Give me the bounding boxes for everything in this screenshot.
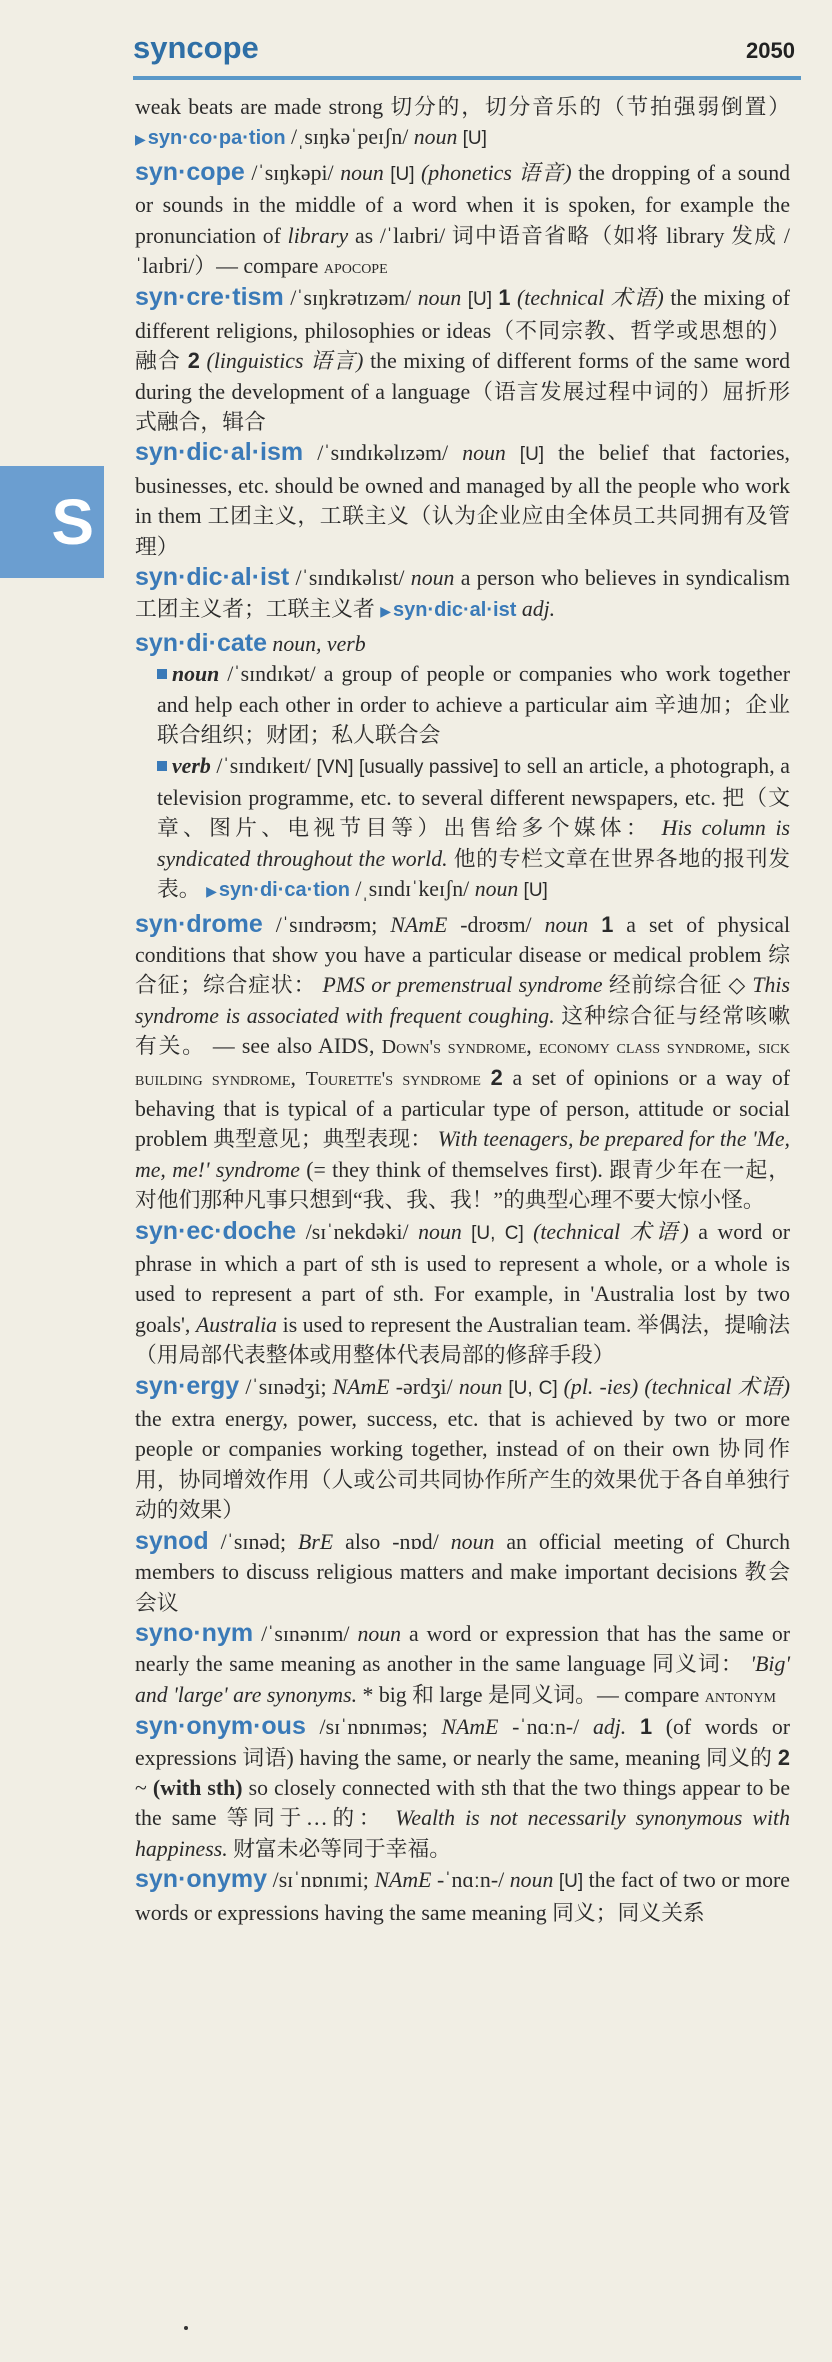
see-also: — see also AIDS, — [205, 1034, 382, 1059]
entries-column — [135, 92, 790, 1928]
example-word: Australia — [195, 1312, 278, 1337]
pronunciation: also -nɒd/ — [333, 1529, 451, 1554]
definition-text: the mixing of different religions, philosophies or ideas（不同宗教、哲学或思想的）融合 — [135, 286, 790, 374]
part-of-speech: noun — [418, 1219, 462, 1244]
pronunciation: /ˈsɪndɪkəlɪst/ — [289, 566, 411, 591]
pronunciation: -droʊm/ — [447, 912, 545, 937]
entry-syndicalism — [135, 437, 790, 562]
definition-text: the fact of two or more words or expressions having the same meaning 同义；同义关系 — [135, 1868, 790, 1925]
headword: synod — [135, 1526, 209, 1555]
pronunciation: /ˈsɪnəd; — [208, 1529, 299, 1554]
part-of-speech: noun — [450, 1529, 495, 1554]
sense-syndicate-verb — [135, 751, 790, 909]
definition-text: as /ˈlaɪbri/ 词中语音省略（如将 library 发成 /ˈlaɪbri/）— compare — [135, 223, 790, 279]
page-header — [133, 26, 801, 80]
grammar-label: [U] — [457, 128, 487, 150]
pronunciation: /ˈsɪndɪkeɪt/ — [210, 753, 317, 778]
sense-number: 1 — [498, 285, 511, 311]
headword: syn·ergy — [135, 1371, 240, 1400]
headword: syn·drome — [135, 909, 263, 938]
headword: syn·cope — [135, 157, 245, 186]
cross-reference: Down's syndrome — [381, 1036, 527, 1059]
grammar-label: [U] — [553, 1871, 589, 1893]
headword: syn·cre·tism — [135, 283, 284, 312]
part-of-speech: noun — [340, 160, 384, 185]
definition-text: the belief that factories, businesses, etc. should be owned and managed by all the people who work in them 工团主义，工联主义（认为企业应由全体员工共同拥有及管理） — [135, 441, 790, 559]
region-label: NAmE — [390, 912, 448, 937]
example-sentence: 'Big' and 'large' are synonyms. — [135, 1652, 791, 1707]
definition-text: a word or phrase in which a part of sth is used to represent a whole, or a whole is used to represent a part of sth. For example, in 'Australia lost by two goals', — [135, 1219, 790, 1337]
example-sentence: With teenagers, be prepared for the 'Me, me, me!' syndrome — [135, 1127, 790, 1182]
part-of-speech: noun — [413, 125, 458, 150]
grammar-label: [VN] [usually passive] — [316, 756, 499, 778]
grammar-label: [U] — [518, 880, 548, 902]
register-label: (technical 术语) — [533, 1219, 689, 1244]
pronunciation: /ˌsɪndɪˈkeɪʃn/ — [349, 877, 475, 902]
definition-text: a word or expression that has the same or nearly the same meaning as another in the same language 同义词： — [135, 1621, 790, 1677]
part-of-speech: adj. — [521, 596, 556, 621]
pronunciation: /sɪˈnekdəki/ — [296, 1219, 419, 1244]
example-translation: 这种综合征与经常咳嗽有关。 — [135, 1003, 790, 1059]
headword: syn·ec·doche — [135, 1216, 297, 1245]
grammar-label: [U] — [461, 289, 499, 311]
definition-text: weak beats are made strong 切分的，切分音乐的（节拍强弱倒置） — [135, 95, 790, 119]
headword: syn·di·cate — [135, 628, 267, 657]
letter-thumb-tab: S — [0, 466, 104, 578]
example-sentence: PMS or premenstrual syndrome — [316, 973, 603, 998]
grammar-label: [U] — [383, 163, 422, 185]
definition-text: the mixing of different forms of the same word during the development of a language（语言发展过程中词的）屈折形式融合，辑合 — [135, 349, 790, 435]
sense-syndicate-noun — [135, 659, 790, 750]
grammar-label: [U, C] — [502, 1377, 564, 1399]
definition-text: a set of opinions or a way of behaving that is typical of a particular type of person, attitude or social problem 典型意见；典型表现： — [135, 1065, 791, 1152]
part-of-speech: noun — [357, 1621, 402, 1646]
entry-syndrome: syn·drome /ˈsɪndrəʊm; NAmE -droʊm/ noun 1 a set of physical conditions that show you have a particular disease or medical problem 综合征；综合症状： PMS or premenstrual syndrome 经前综合征 ◇ This syndrome is associated with frequent coughing. 这种综合征与经常咳嗽有关。 — see also AIDS, Down's syndrome, economy class syndrome, sick building syndrome, Tourette's syndrome 2 a set of opinions or a way of behaving that is typical of a particular type of person, attitude or social problem 典型意见；典型表现： With teenagers, be prepared for the 'Me, me, me!' syndrome (= they think of themselves first). 跟青少年在一起，对他们那种凡事只想到“我、我、我！”的典型心理不要大惊小怪。 — [135, 909, 791, 1213]
headword: syn·onymy — [135, 1865, 267, 1894]
pronunciation: -ˈnɑːn-/ — [498, 1715, 593, 1740]
cross-reference: antonym — [704, 1684, 777, 1707]
derivative-headword: syn·di·ca·tion — [218, 879, 350, 902]
region-label: NAmE — [374, 1868, 432, 1893]
definition-text: a set of physical conditions that show you have a particular disease or medical problem 综合征；综合症状： — [135, 912, 790, 998]
region-label: BrE — [298, 1529, 334, 1554]
part-of-speech: adj. — [592, 1715, 627, 1740]
derivative-headword: syn·co·pa·tion — [147, 127, 286, 150]
example-sentence: This syndrome is associated with frequent coughing. — [135, 973, 790, 1028]
sense-number: 1 — [639, 1714, 653, 1740]
pronunciation: /ˈsɪŋkəpi/ — [244, 160, 341, 185]
sense-bullet-icon — [157, 761, 167, 771]
entry-syncope — [135, 157, 790, 283]
definition-text: (of words or expressions 词语) having the same, or nearly the same, meaning 同义的 — [135, 1715, 791, 1770]
sense-number: 2 — [490, 1064, 503, 1090]
derivative-headword: syn·dic·al·ist — [393, 598, 517, 621]
headword: syn·dic·al·ist — [135, 563, 290, 592]
example-translation: 财富未必等同于幸福。 — [227, 1836, 452, 1861]
cross-reference: Tourette's syndrome — [305, 1067, 481, 1090]
entry-syndicalist — [135, 562, 790, 628]
pronunciation: /ˈsɪndɪkəlɪzəm/ — [303, 441, 463, 466]
grammar-label: [U, C] — [461, 1222, 534, 1244]
part-of-speech: noun — [509, 1868, 554, 1893]
part-of-speech: noun — [474, 877, 519, 902]
example-gloss: (= they think of themselves first). — [299, 1157, 603, 1182]
print-speck — [184, 2326, 188, 2330]
example-translation: 他的专栏文章在世界各地的报刊发表。 — [157, 846, 790, 902]
grammar-pattern: (with sth) — [152, 1775, 243, 1800]
register-label: (technical 术语) — [638, 1374, 790, 1399]
register-label: (technical 术语) — [510, 286, 664, 311]
part-of-speech: noun — [544, 912, 589, 937]
pronunciation: /ˈsɪnədʒi; — [239, 1374, 333, 1399]
region-label: NAmE — [332, 1374, 390, 1399]
guideword: syncope — [133, 30, 259, 65]
part-of-speech: noun — [172, 662, 220, 687]
derivative-arrow-icon: ▶ — [380, 604, 391, 620]
part-of-speech: noun — [417, 286, 462, 311]
part-of-speech: verb — [172, 753, 211, 778]
sense-number: 2 — [187, 348, 200, 374]
pronunciation: /ˈsɪndɪkət/ — [219, 662, 324, 687]
grammar-label: [U] — [505, 444, 559, 466]
region-label: NAmE — [441, 1715, 499, 1740]
example-sentence: His column is syndicated throughout the world. — [157, 816, 790, 871]
entry-syndicate — [135, 628, 790, 659]
entry-synonymous — [135, 1711, 790, 1864]
entry-synonymy — [135, 1864, 790, 1928]
part-of-speech: noun — [410, 566, 455, 591]
page-number: 2050 — [746, 38, 795, 63]
sense-number: 1 — [601, 911, 614, 937]
cross-reference: economy class syndrome — [538, 1036, 746, 1059]
register-label: (phonetics 语音) — [421, 160, 572, 185]
pronunciation: /ˈsɪŋkrətɪzəm/ — [283, 286, 418, 311]
headword: syn·dic·al·ism — [135, 438, 304, 467]
definition-text: an official meeting of Church members to discuss religious matters and make important decisions 教会会议 — [135, 1529, 790, 1615]
definition-text: is used to represent the Australian team. 举偶法，提喻法（用局部代表整体或用整体代表局部的修辞手段） — [135, 1312, 790, 1368]
cross-reference: sick building syndrome — [135, 1036, 790, 1090]
register-label: (linguistics 语言) — [199, 349, 364, 374]
example-translation: 跟青少年在一起，对他们那种凡事只想到“我、我、我！”的典型心理不要大惊小怪。 — [135, 1157, 791, 1213]
definition-text: so closely connected with sth that the two things appear to be the same 等同于…的： — [135, 1775, 790, 1831]
entry-synecdoche — [135, 1216, 790, 1371]
example-translation: * big 和 large 是同义词。— compare — [357, 1682, 705, 1707]
entry-synonym — [135, 1618, 790, 1711]
part-of-speech: noun, verb — [266, 631, 366, 656]
example-word: library — [287, 223, 349, 248]
pronunciation: /sɪˈnɒnɪməs; — [305, 1715, 442, 1740]
entry-continuation — [135, 92, 790, 157]
part-of-speech: noun — [462, 441, 506, 466]
example-sentence: Wealth is not necessarily synonymous with happiness. — [135, 1806, 790, 1861]
sense-bullet-icon — [157, 669, 167, 679]
definition-text: a group of people or companies who work together and help each other in order to achieve a particular aim 辛迪加；企业联合组织；财团；私人联合会 — [157, 662, 790, 748]
derivative-arrow-icon: ▶ — [135, 133, 146, 149]
tilde: ~ — [135, 1775, 153, 1800]
definition-text: the dropping of a sound or sounds in the middle of a word when it is spoken, for example the pronunciation of — [135, 160, 790, 248]
sense-number: 2 — [777, 1744, 790, 1770]
definition-text: to sell an article, a photograph, a television programme, etc. to several different newspapers, etc. 把（文章、图片、电视节目等）出售给多个媒体： — [157, 753, 790, 841]
example-translation: 经前综合征 ◇ — [602, 973, 747, 998]
definition-text: a person who believes in syndicalism 工团主义者；工联主义者 — [135, 566, 790, 621]
plural-label: (pl. -ies) — [563, 1374, 639, 1399]
entry-synod — [135, 1526, 790, 1618]
entry-synergy — [135, 1371, 790, 1526]
entry-syncretism — [135, 282, 790, 437]
cross-reference: apocope — [323, 256, 388, 279]
pronunciation: -ˈnɑːn-/ — [431, 1868, 510, 1893]
pronunciation: /sɪˈnɒnɪmi; — [266, 1868, 375, 1893]
part-of-speech: noun — [458, 1374, 503, 1399]
pronunciation: /ˈsɪndrəʊm; — [262, 912, 391, 937]
headword: syn·onym·ous — [135, 1712, 306, 1741]
pronunciation: -ərdʒi/ — [389, 1374, 459, 1399]
pronunciation: /ˌsɪŋkəˈpeɪʃn/ — [285, 125, 414, 150]
headword: syno·nym — [135, 1618, 254, 1647]
definition-text: the extra energy, power, success, etc. that is achieved by two or more people or companies working together, instead of on their own 协同作用，协同增效作用（人或公司共同协作所产生的效果优于各自单独行动的效果） — [135, 1407, 790, 1523]
pronunciation: /ˈsɪnənɪm/ — [253, 1621, 358, 1646]
derivative-arrow-icon: ▶ — [206, 885, 217, 901]
